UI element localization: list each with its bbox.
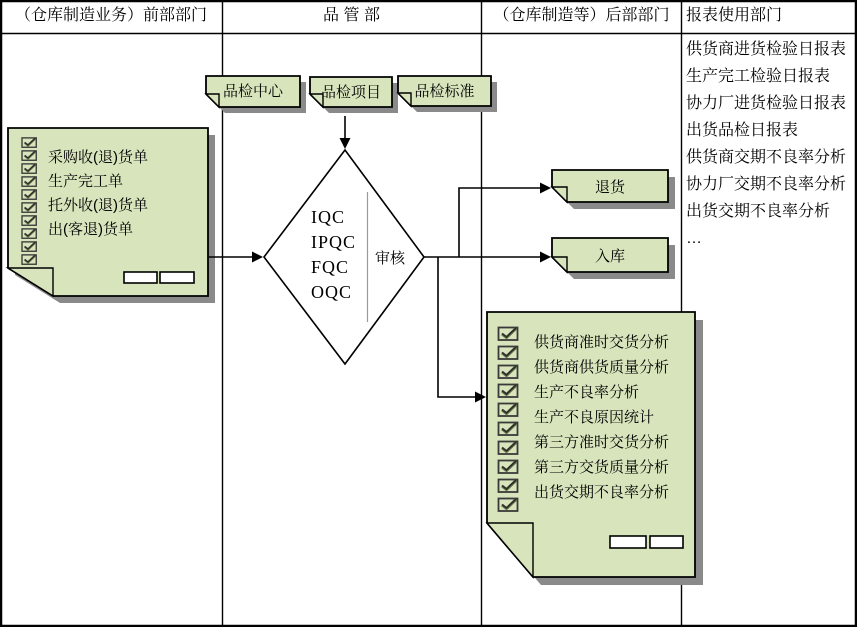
report-list-item: 供货商进货检验日报表 — [686, 41, 847, 58]
qc-item-label: 品检项目 — [320, 84, 381, 101]
arrowhead-icon — [540, 183, 551, 194]
checkbox-icon — [499, 423, 518, 436]
lane-header-front-dept: （仓库制造业务）前部部门 — [14, 7, 207, 24]
checkbox-icon — [499, 442, 518, 455]
lane-header-rear-dept: （仓库制造等）后部部门 — [493, 7, 670, 24]
arrowhead-icon — [340, 138, 351, 149]
report-list-item: 出货品检日报表 — [686, 122, 799, 139]
checkbox-icon — [22, 190, 36, 199]
connector-diamond-to-analysis — [438, 257, 475, 397]
source-doc-item: 采购收(退)货单 — [48, 149, 148, 166]
document-button[interactable] — [650, 536, 683, 548]
checkbox-icon — [499, 461, 518, 474]
analysis-document-fold — [487, 523, 533, 577]
arrowhead-icon — [540, 252, 551, 263]
stock-in-box-label: 入库 — [594, 248, 625, 265]
analysis-doc-item: 生产不良原因统计 — [534, 409, 655, 426]
checkbox-icon — [499, 347, 518, 360]
connector-diamond-to-return — [459, 188, 540, 257]
analysis-doc-item: 生产不良率分析 — [534, 384, 640, 401]
diamond-line: OQC — [311, 282, 353, 302]
report-list-item: 出货交期不良率分析 — [686, 203, 831, 220]
report-list-item: … — [686, 230, 702, 247]
source-doc-item: 出(客退)货单 — [48, 221, 133, 238]
source-doc-item: 托外收(退)货单 — [48, 197, 148, 214]
source-document-fold — [8, 268, 53, 296]
checkbox-icon — [22, 216, 36, 225]
checkbox-icon — [22, 203, 36, 212]
diamond-line: IQC — [311, 207, 345, 227]
checkbox-icon — [22, 255, 36, 264]
report-list-item: 生产完工检验日报表 — [686, 68, 831, 85]
checkbox-icon — [499, 366, 518, 379]
analysis-doc-item: 第三方准时交货分析 — [534, 434, 670, 451]
checkbox-icon — [499, 404, 518, 417]
source-doc-item: 生产完工单 — [48, 173, 124, 190]
qc-center-label: 品检中心 — [222, 83, 283, 100]
qc-standard-label: 品检标准 — [414, 83, 475, 100]
arrowhead-icon — [475, 392, 486, 403]
document-button[interactable] — [160, 272, 194, 283]
diamond-line: IPQC — [311, 232, 357, 252]
checkbox-icon — [22, 177, 36, 186]
checkbox-icon — [499, 480, 518, 493]
arrowhead-icon — [252, 252, 263, 263]
analysis-doc-item: 供货商准时交货分析 — [534, 334, 670, 351]
report-list-item: 协力厂进货检验日报表 — [686, 95, 847, 112]
lane-header-quality-dept: 品 管 部 — [323, 7, 380, 24]
analysis-doc-item: 供货商供货质量分析 — [534, 359, 670, 376]
checkbox-icon — [22, 151, 36, 160]
return-box-label: 退货 — [594, 179, 625, 196]
diamond-audit-label: 审核 — [375, 250, 406, 267]
report-list-item: 协力厂交期不良率分析 — [686, 176, 847, 193]
analysis-doc-item: 出货交期不良率分析 — [534, 484, 670, 501]
lane-header-report-users: 报表使用部门 — [686, 7, 783, 24]
document-button[interactable] — [610, 536, 646, 548]
analysis-doc-item: 第三方交货质量分析 — [534, 459, 670, 476]
checkbox-icon — [499, 385, 518, 398]
checkbox-icon — [22, 229, 36, 238]
document-button[interactable] — [124, 272, 157, 283]
checkbox-icon — [22, 138, 36, 147]
checkbox-icon — [499, 328, 518, 341]
checkbox-icon — [499, 499, 518, 512]
checkbox-icon — [22, 242, 36, 251]
report-list-item: 供货商交期不良率分析 — [686, 149, 847, 166]
checkbox-icon — [22, 164, 36, 173]
diamond-line: FQC — [311, 257, 350, 277]
